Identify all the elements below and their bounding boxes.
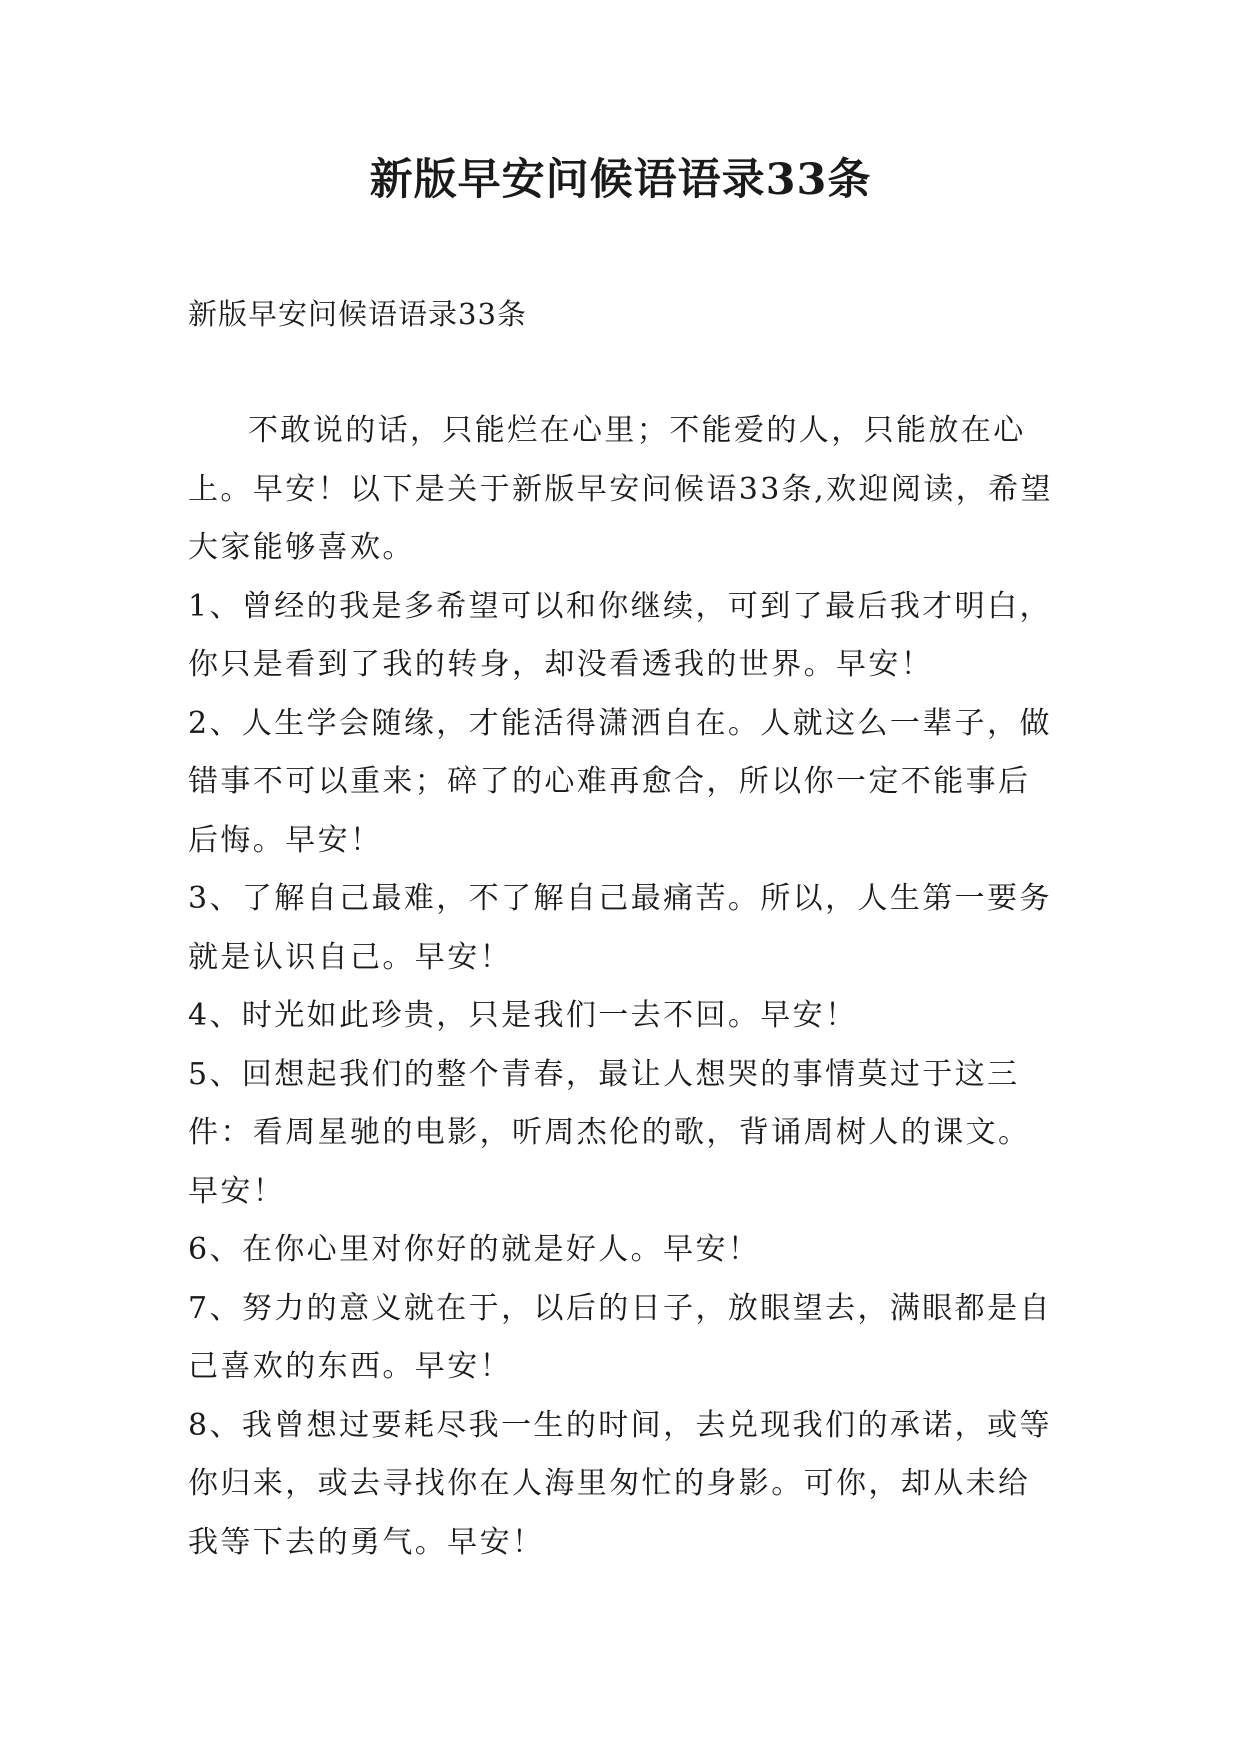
quote-item-8: 8、我曾想过要耗尽我一生的时间，去兑现我们的承诺，或等你归来，或去寻找你在人海里匆忙的身影。可你，却从未给我等下去的勇气。早安！ [188,1407,1052,1560]
document-title: 新版早安问候语语录33条 [369,155,872,205]
quote-item-1: 1、曾经的我是多希望可以和你继续，可到了最后我才明白，你只是看到了我的转身，却没看透我的世界。早安！ [188,588,1052,682]
document-subtitle: 新版早安问候语语录33条 [188,297,527,331]
document-body [188,402,1060,1572]
quote-item-7: 7、努力的意义就在于，以后的日子，放眼望去，满眼都是自己喜欢的东西。早安！ [188,1290,1052,1384]
quote-item-2: 2、人生学会随缘，才能活得潇洒自在。人就这么一辈子，做错事不可以重来；碎了的心难再愈合，所以你一定不能事后后悔。早安！ [188,705,1052,858]
quote-item-4: 4、时光如此珍贵，只是我们一去不回。早安！ [188,998,858,1033]
quote-item-6: 6、在你心里对你好的就是好人。早安！ [188,1232,761,1267]
quote-item-3: 3、了解自己最难，不了解自己最痛苦。所以，人生第一要务就是认识自己。早安！ [188,881,1052,975]
quote-item-5: 5、回想起我们的整个青春，最让人想哭的事情莫过于这三件：看周星驰的电影，听周杰伦的歌，背诵周树人的课文。早安！ [188,1056,1031,1209]
intro-paragraph: 不敢说的话，只能烂在心里；不能爱的人，只能放在心上。早安！以下是关于新版早安问候语33条,欢迎阅读，希望大家能够喜欢。 [188,413,1053,565]
